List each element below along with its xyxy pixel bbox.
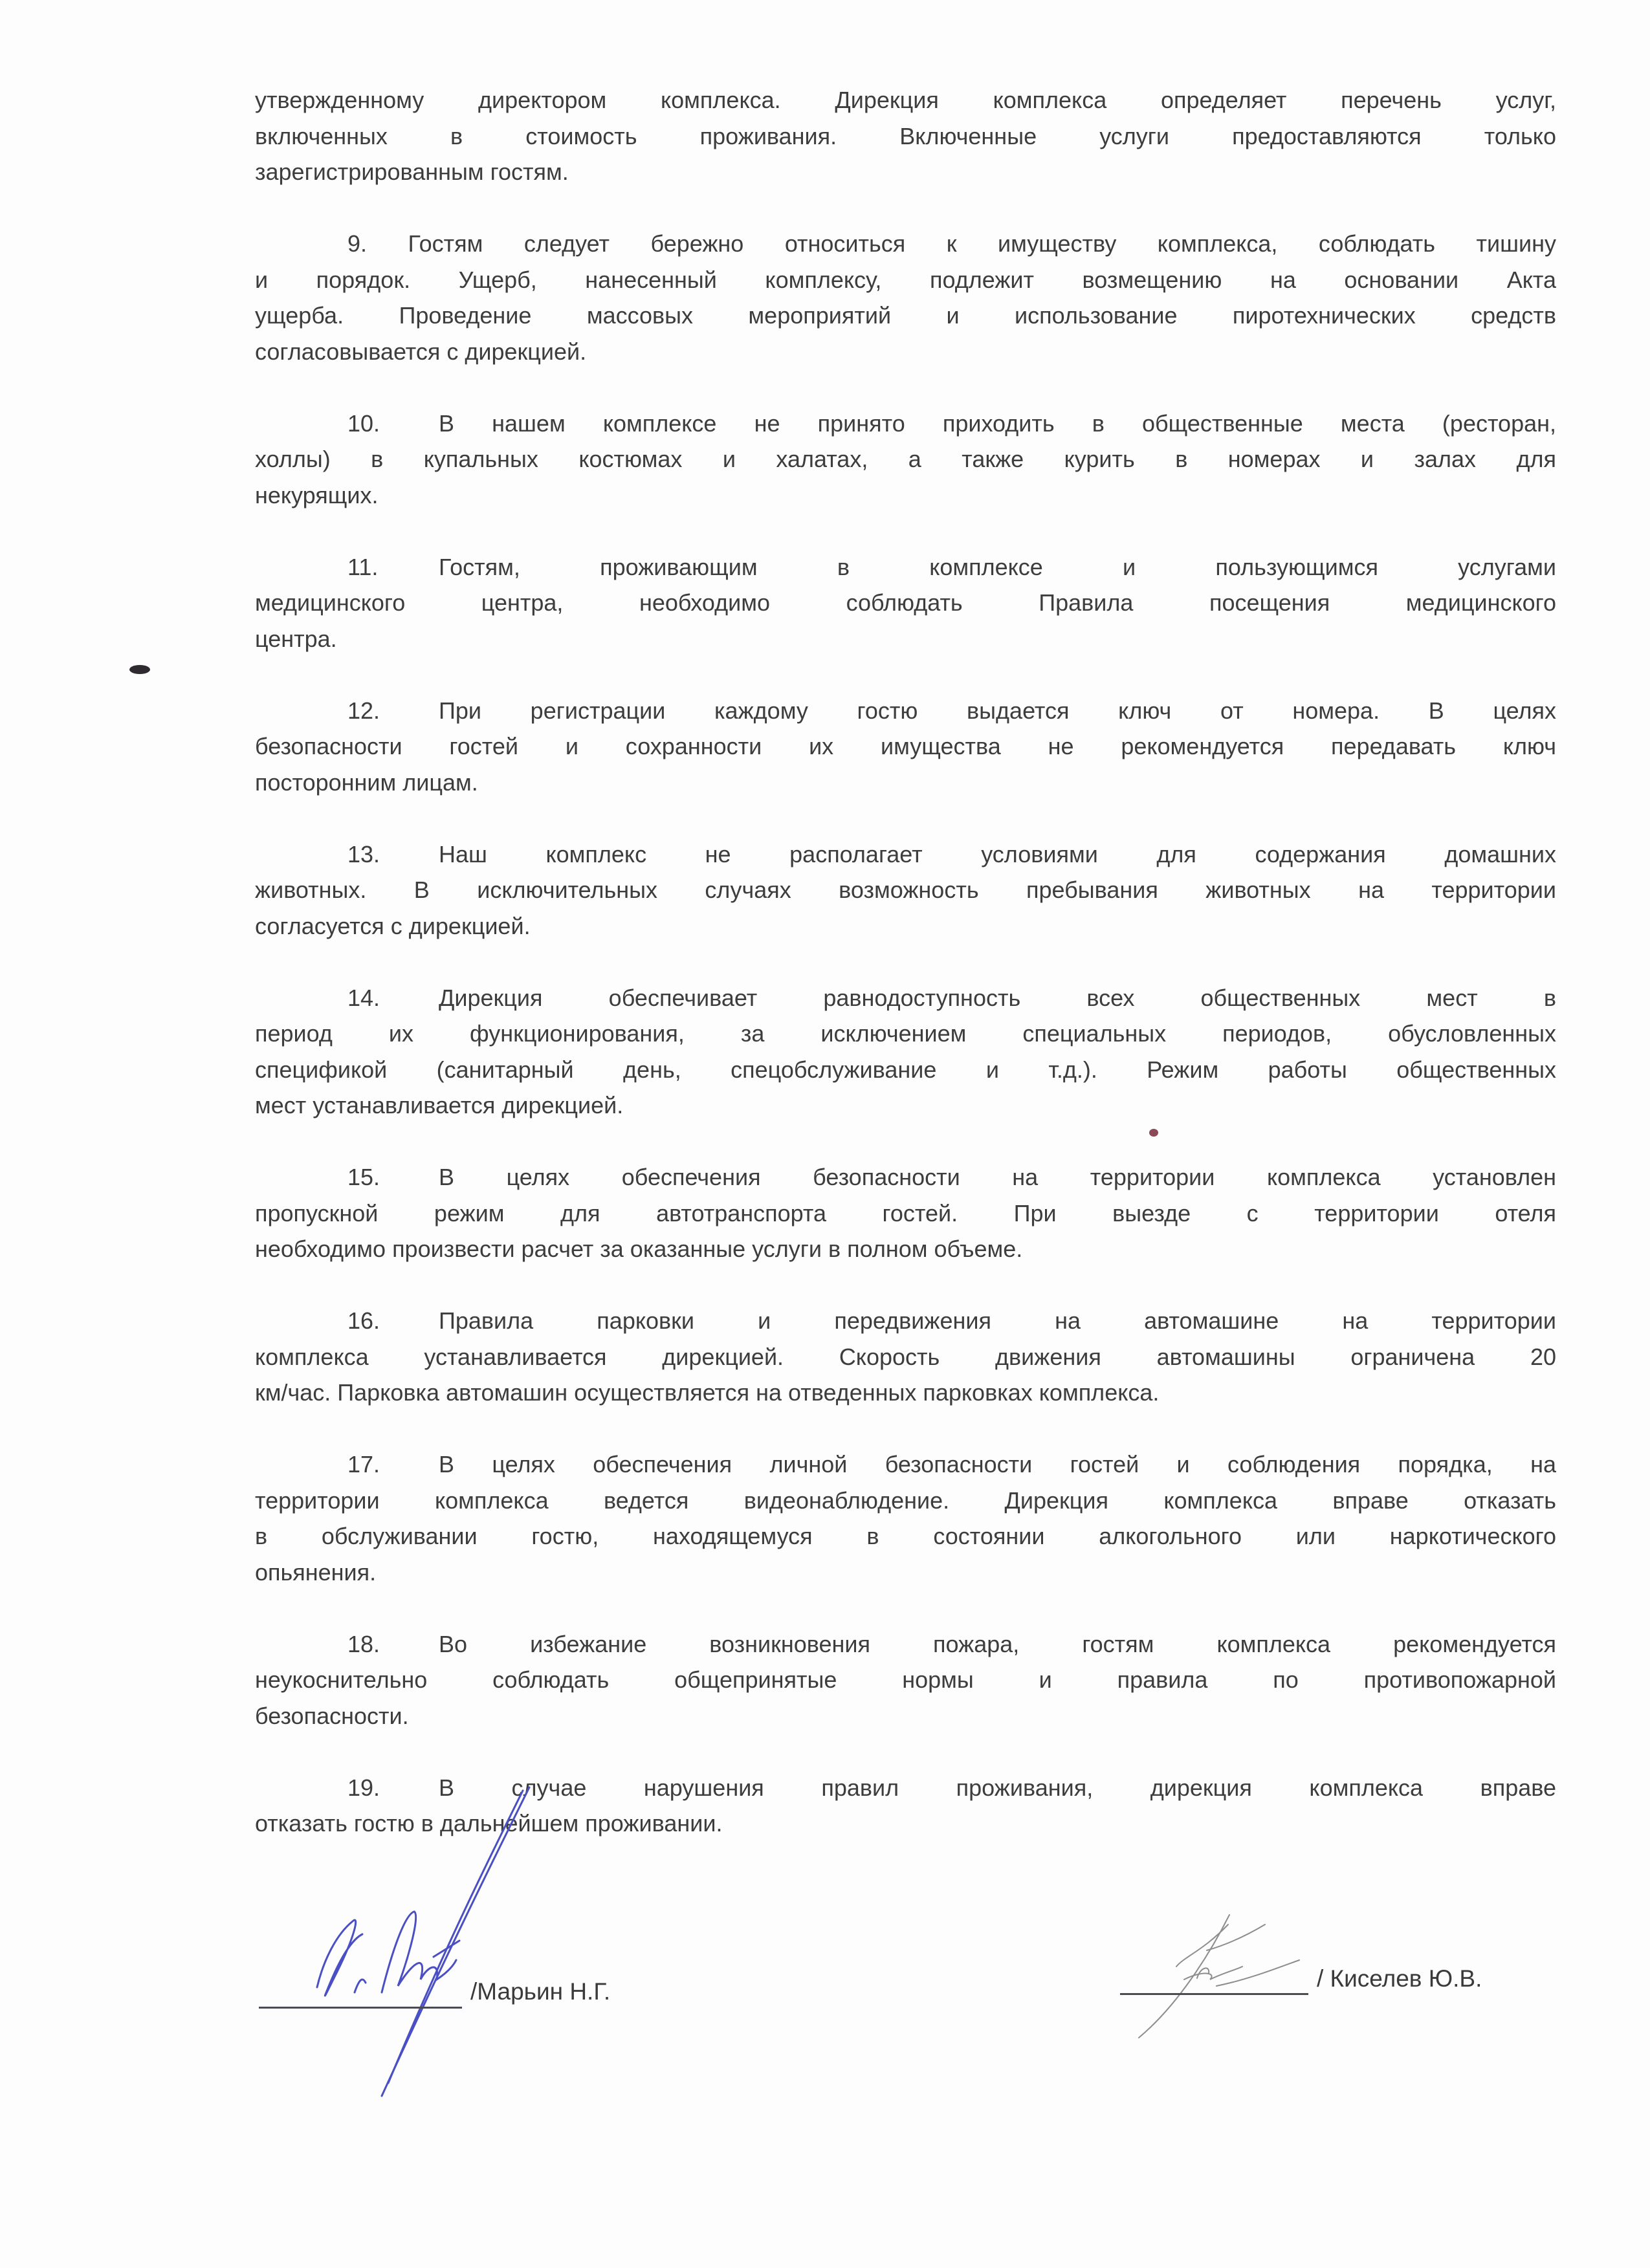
text-line: спецификой (санитарный день, спецобслуживание и т.д.). Режим работы общественных	[255, 1056, 1556, 1083]
text-line: согласуется с дирекцией.	[255, 912, 531, 939]
item-number: 12.	[347, 697, 380, 724]
text-line: утвержденному директором комплекса. Дирекция комплекса определяет перечень услуг,	[255, 87, 1556, 113]
text-line: посторонним лицам.	[255, 769, 478, 796]
text-line: безопасности гостей и сохранности их имущества не рекомендуется передавать ключ	[255, 733, 1556, 759]
text-line: согласовывается с дирекцией.	[255, 338, 587, 365]
text-line: в обслуживании гостю, находящемуся в состоянии алкогольного или наркотического	[255, 1523, 1556, 1549]
item-number: 9.	[347, 230, 368, 257]
text-line: зарегистрированным гостям.	[255, 158, 569, 185]
item-number: 19.	[347, 1774, 380, 1801]
item-text: В нашем комплексе не принято приходить в общественные места (ресторан,	[439, 409, 1556, 437]
text-line: мест устанавливается дирекцией.	[255, 1092, 624, 1118]
text-line: ущерба. Проведение массовых мероприятий и использование пиротехнических средств	[255, 302, 1556, 329]
item-number: 16.	[347, 1307, 380, 1334]
text-line: безопасности.	[255, 1702, 409, 1729]
item-text: В целях обеспечения безопасности на территории комплекса установлен	[439, 1164, 1556, 1190]
item-text: Правила парковки и передвижения на автомашине на территории	[439, 1307, 1556, 1334]
text-line: холлы) в купальных костюмах и халатах, а также курить в номерах и залах для	[255, 446, 1556, 472]
item-number: 10.	[347, 409, 380, 437]
text-line: некурящих.	[255, 481, 379, 508]
item-text: Гостям следует бережно относиться к имуществу комплекса, соблюдать тишину	[408, 230, 1556, 257]
text-line: пропускной режим для автотранспорта гостей. При выезде с территории отеля	[255, 1199, 1556, 1227]
text-line: необходимо произвести расчет за оказанные услуги в полном объеме.	[255, 1236, 1023, 1262]
text-line: и порядок. Ущерб, нанесенный комплексу, подлежит возмещению на основании Акта	[255, 266, 1556, 293]
text-line: комплекса устанавливается дирекцией. Скорость движения автомашины ограничена 20	[255, 1343, 1556, 1370]
text-line: территории комплекса ведется видеонаблюдение. Дирекция комплекса вправе отказать	[255, 1487, 1556, 1514]
text-line: отказать гостю в дальнейшем проживании.	[255, 1810, 723, 1837]
item-text: Гостям, проживающим в комплексе и пользующимся услугами	[439, 553, 1556, 580]
text-line: медицинского центра, необходимо соблюдать Правила посещения медицинского	[255, 589, 1556, 616]
text-line: неукоснительно соблюдать общепринятые нормы и правила по противопожарной	[255, 1666, 1556, 1693]
signature-line-right	[1120, 1993, 1308, 1995]
item-text: В целях обеспечения личной безопасности гостей и соблюдения порядка, на	[439, 1451, 1556, 1477]
item-text: Наш комплекс не располагает условиями для содержания домашних	[439, 840, 1556, 867]
item-number: 18.	[347, 1630, 380, 1657]
text-line: км/час. Парковка автомашин осуществляется на отведенных парковках комплекса.	[255, 1379, 1160, 1406]
item-number: 13.	[347, 840, 380, 867]
signatory-name-left: /Марьин Н.Г.	[470, 1978, 611, 2005]
item-text: Во избежание возникновения пожара, гостям комплекса рекомендуется	[439, 1630, 1556, 1657]
item-text: При регистрации каждому гостю выдается ключ от номера. В целях	[439, 697, 1556, 724]
item-text: Дирекция обеспечивает равнодоступность всех общественных мест в	[439, 984, 1556, 1011]
item-number: 17.	[347, 1451, 380, 1477]
text-line: опьянения.	[255, 1558, 377, 1586]
item-text: В случае нарушения правил проживания, дирекция комплекса вправе	[439, 1774, 1556, 1801]
text-line: животных. В исключительных случаях возможность пребывания животных на территории	[255, 877, 1556, 903]
item-number: 11.	[347, 553, 379, 580]
item-number: 14.	[347, 984, 380, 1011]
text-line: период их функционирования, за исключением специальных периодов, обусловленных	[255, 1020, 1556, 1047]
text-line: включенных в стоимость проживания. Включенные услуги предоставляются только	[255, 122, 1556, 149]
text-line: центра.	[255, 625, 337, 652]
signatory-name-right: / Киселев Ю.В.	[1317, 1965, 1482, 1992]
item-number: 15.	[347, 1164, 380, 1190]
